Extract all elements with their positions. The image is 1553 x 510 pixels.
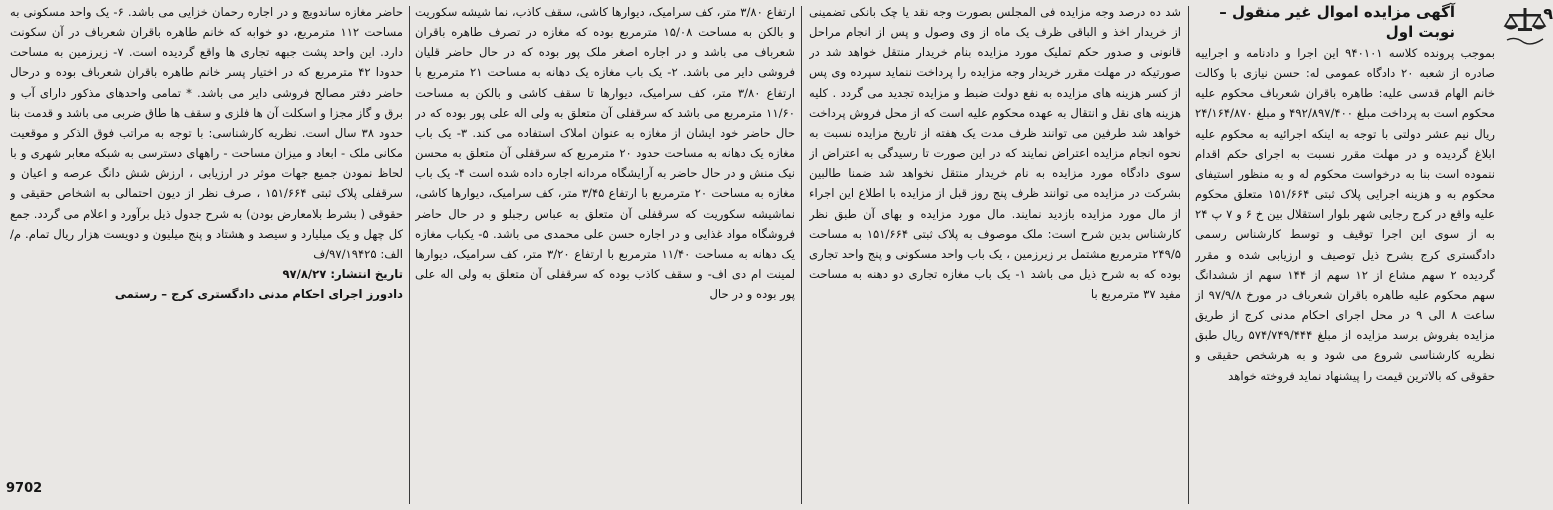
notice-column-4 <box>10 2 403 508</box>
column-marker: ۹ <box>1543 4 1553 23</box>
notice-text: حاضر مغازه ساندویچ و در اجاره رحمان خزایی می باشد. ۶- یک واحد مسکونی به مساحت ۱۱۲ مترمربع، دو خوابه که خانم طاهره باقران شعرباف در آن سکونت دارد. این واحد پشت جبهه تجاری ها واقع گردیده است. ۷- زیرزمین به مساحت حدودا ۴۲ مترمربع که در اختیار پسر خانم طاهره باقران شعرباف بوده و درحال حاضر دفتر مصالح فروشی دایر می باشد. * تمامی واحدهای مذکور دارای آب و برق و گاز مجزا و اسکلت آن ها فلزی و سقف ها طاق ضربی می باشد و قدمت بنا حدود ۳۸ سال است. نظریه کارشناسی: با توجه به مراتب فوق الذکر و موقعیت مکانی ملک - ابعاد و میزان مساحت - راههای دسترسی به شبکه معابر شهری و با لحاظ نمودن جمیع جهات موثر در ارزیابی ، ارزش شش دانگ عرصه و اعیان و سرقفلی پلاک ثبتی ۱۵۱/۶۶۴ ، صرف نظر از دیون احتمالی به اشخاص حقیقی و حقوقی ( بشرط بلامعارض بودن) به شرح جدول ذیل برآورد و اعلام می گردد. جمع کل چهل و یک میلیارد و سیصد و هشتاد و پنج میلیون و دویست هزار ریال تمام. م/الف: ۹۷/۱۹۴۲۵/ف <box>10 5 403 261</box>
column-divider <box>409 6 410 504</box>
notice-column-3 <box>415 2 795 508</box>
publish-date: تاریخ انتشار: ۹۷/۸/۲۷ <box>282 267 403 282</box>
notice-text: بموجب پرونده کلاسه ۹۴۰۱۰۱ این اجرا و دادنامه و اجراییه صادره از شعبه ۲۰ دادگاه عمومی له: حسن نیازی با وکالت خانم الهام قدسی علیه: طاهره باقران شعرباف محکوم علیه محکوم است به پرداخت مبلغ ۴۹۲/۸۹۷/۴۰۰ و مبلغ ۲۴/۱۶۴/۸۷۰ ریال نیم عشر دولتی با توجه به اینکه اجرائیه به محکوم علیه ابلاغ گردیده و در مهلت مقرر نسبت به اجرای حکم اقدام ننموده است بنا به درخواست محکوم له و به منظور استیفای محکوم به و هزینه اجرایی پلاک ثبتی ۱۵۱/۶۶۴ متعلق محکوم علیه واقع در کرج رجایی شهر بلوار استقلال بین خ ۶ و ۷ پ ۲۴ به از سوی این اجرا توقیف و توسط کارشناس رسمی دادگستری کرج بشرح ذیل توصیف و ارزیابی شده و مقرر گردیده ۲ سهم مشاع از ۱۲ سهم از ۱۴۴ سهم از ششدانگ سهم محکوم علیه طاهره باقران شعرباف در مورخ ۹۷/۹/۸ از ساعت ۸ الی ۹ در محل اجرای احکام مدنی کرج از طریق مزایده بفروش برسد مزایده از مبلغ ۵۷۴/۷۴۹/۴۴۴ ریال طبق نظریه کارشناسی شروع می شود و به هرشخص حقیقی و حقوقی که بالاترین قیمت را پیشنهاد نماید فروخته خواهد <box>1195 46 1495 383</box>
notice-text: شد ده درصد وجه مزایده فی المجلس بصورت وجه نقد یا چک بانکی تضمینی از خریدار اخذ و الباقی ظرف یک ماه از وی وصول و پس از انجام مراحل قانونی و صدور حکم تملیک مورد مزایده بنام خریدار منتقل خواهد شد در صورتیکه در مهلت مقرر خریدار وجه مزایده را پرداخت ننماید سپرده وی پس از کسر هزینه های مزایده به نفع دولت ضبط و مزایده تجدید می گردد . کلیه هزینه های نقل و انتقال به عهده محکوم علیه است که از محل فروش پرداخت خواهد شد طرفین می توانند ظرف مدت یک هفته از تاریخ مزایده نسبت به نحوه انجام مزایده اعتراض نمایند که در این صورت تا رسیدگی به اعتراض از سوی دادگاه مورد مزایده به نام خریدار منتقل نخواهد شد ضمنا طالبین بشرکت در مزایده می توانند ظرف پنج روز قبل از مزایده با اطلاع این اجراء از مال مورد مزایده بازدید نمایند. مال مورد مزایده و بهای آن طبق نظر کارشناس بدین شرح است: ملک موصوف به پلاک ثبتی ۱۵۱/۶۶۴ به مساحت ۲۴۹/۵ مترمربع مشتمل بر زیرزمین ، یک باب واحد مسکونی و پنج واحد تجاری بوده که به شرح ذیل می باشد ۱- یک باب مغازه تجاری دو دهنه به مساحت مفید ۳۷ مترمربع با <box>809 5 1181 302</box>
judiciary-emblem-icon <box>1501 6 1549 52</box>
column-divider <box>1188 6 1189 504</box>
column-divider <box>801 6 802 504</box>
notice-column-1 <box>1195 2 1495 508</box>
notice-column-2 <box>809 2 1181 508</box>
notice-title: آگهی مزایده اموال غیر منقول – نوبت اول <box>1219 3 1455 41</box>
signature: دادورز اجرای احکام مدنی دادگستری کرج – رستمی <box>114 287 403 302</box>
notice-text: ارتفاع ۳/۸۰ متر، کف سرامیک، دیوارها کاشی، سقف کاذب، نما شیشه سکوریت و بالکن به مساحت ۱۵/۰۸ مترمربع بوده که مغازه در تصرف طاهره باقران شعرباف می باشد و در اجاره اصغر ملک پور بوده که در حال حاضر قلیان فروشی دایر می باشد. ۲- یک باب مغازه یک دهانه به مساحت ۲۱ مترمربع با ارتفاع ۳/۸۰ متر، کف سرامیک، دیوارها تا سقف کاشی و بالکن به مساحت ۱۱/۶۰ مترمربع می باشد که سرقفلی آن متعلق به ولی اله علی پور بوده که در حال حاضر خود ایشان از مغازه به عنوان املاک استفاده می کند. ۳- یک باب مغازه یک دهانه به مساحت حدود ۲۰ مترمربع که سرقفلی آن متعلق به محسن نیک منش و در حال حاضر به آرایشگاه مردانه اجاره داده شده است ۴- یک باب مغازه به مساحت ۲۰ مترمربع با ارتفاع ۳/۴۵ متر، کف سرامیک، دیوارها کاشی، نماشیشه سکوریت که سرقفلی آن متعلق به عباس رجبلو و در حال حاضر فروشگاه مواد غذایی و در اجاره حسن علی محمدی می باشد. ۵- یکباب مغازه یک دهانه به مساحت ۱۱/۴۰ مترمربع با ارتفاع ۳/۲۰ متر، کف سرامیک، دیوارها لمینت ام دی اف- و سقف کاذب بوده که سرقفلی آن متعلق به ولی اله علی پور بوده و در حال <box>415 5 795 302</box>
ad-code: 9702 <box>6 481 43 496</box>
